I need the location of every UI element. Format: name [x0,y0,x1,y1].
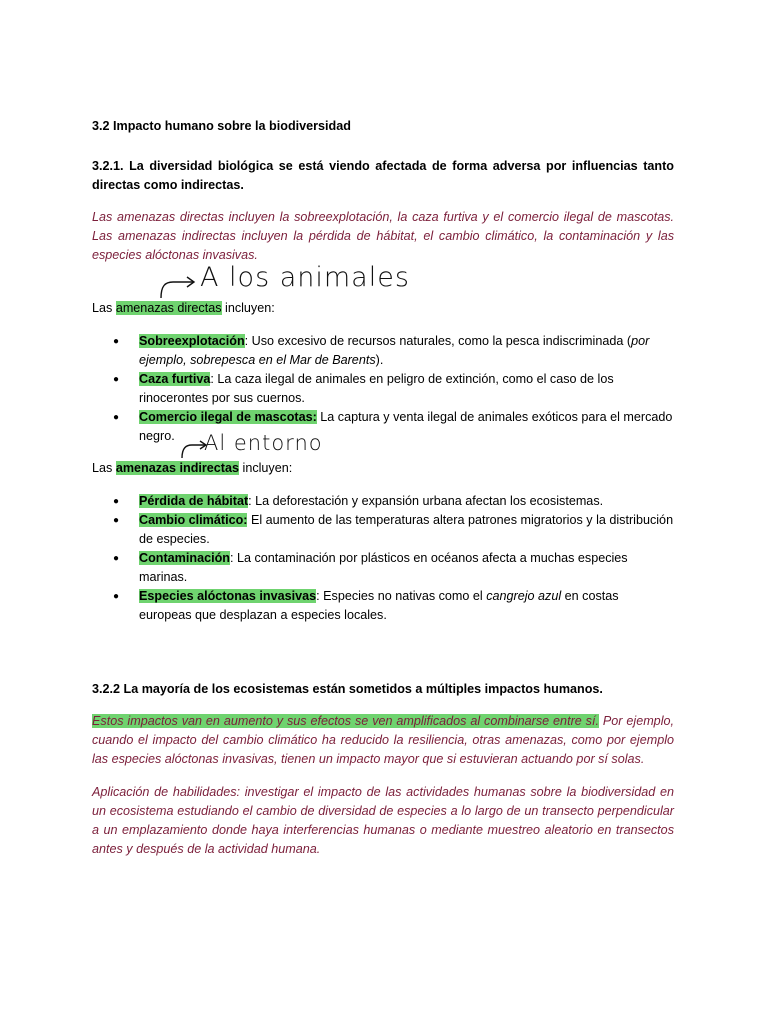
direct-threats-lead [92,299,674,318]
item-tail: ). [375,353,384,367]
indirect-lead-post: incluyen: [239,461,293,475]
term-highlight: Sobreexplotación [139,334,245,348]
item-italic: cangrejo azul [486,589,562,603]
impacts-paragraph [92,712,674,769]
list-item [92,492,674,511]
list-item [92,549,674,587]
heading-3-2-1: 3.2.1. La diversidad biológica se está viendo afectada de forma adversa por influencias tanto directas como indirectas. [92,159,674,192]
term-highlight: Especies alóctonas invasivas [139,589,317,603]
indirect-lead-pre: Las [92,461,116,475]
list-item [92,370,674,408]
handwritten-annotation-animals: A los animales [200,262,410,293]
indirect-threats-lead [92,459,674,478]
heading-3-2-2: 3.2.2 La mayoría de los ecosistemas están sometidos a múltiples impactos humanos. [92,682,603,696]
impacts-highlight: Estos impactos van en aumento y sus efectos se ven amplificados al combinarse entre sí. [92,714,599,728]
direct-lead-highlight: amenazas directas [115,301,222,315]
impacts-rest: Por ejemplo, cuando el impacto del cambio climático ha reducido la resiliencia, otras amenazas, como por ejemplo las especies alóctonas invasivas, tienen un impacto mayor que si estuvieran actuando por sí solas. [92,714,674,766]
item-tail: en costas europeas que desplazan a especies locales. [139,589,619,622]
handwritten-arrow-icon [159,272,199,302]
list-item [92,587,674,625]
item-text: : Uso excesivo de recursos naturales, como la pesca indiscriminada ( [244,334,632,348]
direct-threats-list [92,332,674,446]
indirect-threats-list [92,492,674,625]
item-text: : La contaminación por plásticos en océanos afecta a muchas especies marinas. [139,551,628,584]
list-item [92,332,674,370]
intro-paragraph: Las amenazas directas incluyen la sobreexplotación, la caza furtiva y el comercio ilegal de mascotas. Las amenazas indirectas incluyen la pérdida de hábitat, el cambio climático, la contaminación y las especies alóctonas invasivas. [92,210,674,262]
section-title: 3.2 Impacto humano sobre la biodiversidad [92,119,351,133]
skills-paragraph: Aplicación de habilidades: investigar el impacto de las actividades humanas sobre la biodiversidad en un ecosistema estudiando el cambio de diversidad de especies a lo largo de un transecto perpendicular a un emplazamiento donde haya interferencias humanas o mediante muestreo aleatorio en transectos antes y después de la actividad humana. [92,785,674,856]
item-text: : La deforestación y expansión urbana afectan los ecosistemas. [248,494,604,508]
indirect-lead-highlight: amenazas indirectas [115,461,240,475]
term-highlight: Pérdida de hábitat [139,494,249,508]
item-text: : La caza ilegal de animales en peligro de extinción, como el caso de los rinocerontes por sus cuernos. [139,372,614,405]
item-text: La captura y venta ilegal de animales exóticos para el mercado negro. [139,410,673,443]
term-highlight: Comercio ilegal de mascotas: [139,410,317,424]
handwritten-annotation-environment: Al entorno [204,431,323,455]
term-highlight: Cambio climático: [139,513,248,527]
item-text: : Especies no nativas como el [316,589,487,603]
term-highlight: Caza furtiva [139,372,211,386]
item-italic: por ejemplo, sobrepesca en el Mar de Barents [139,334,650,367]
term-highlight: Contaminación [139,551,230,565]
list-item [92,511,674,549]
item-text: El aumento de las temperaturas altera patrones migratorios y la distribución de especies. [139,513,674,546]
direct-lead-post: incluyen: [221,301,275,315]
direct-lead-pre: Las [92,301,116,315]
